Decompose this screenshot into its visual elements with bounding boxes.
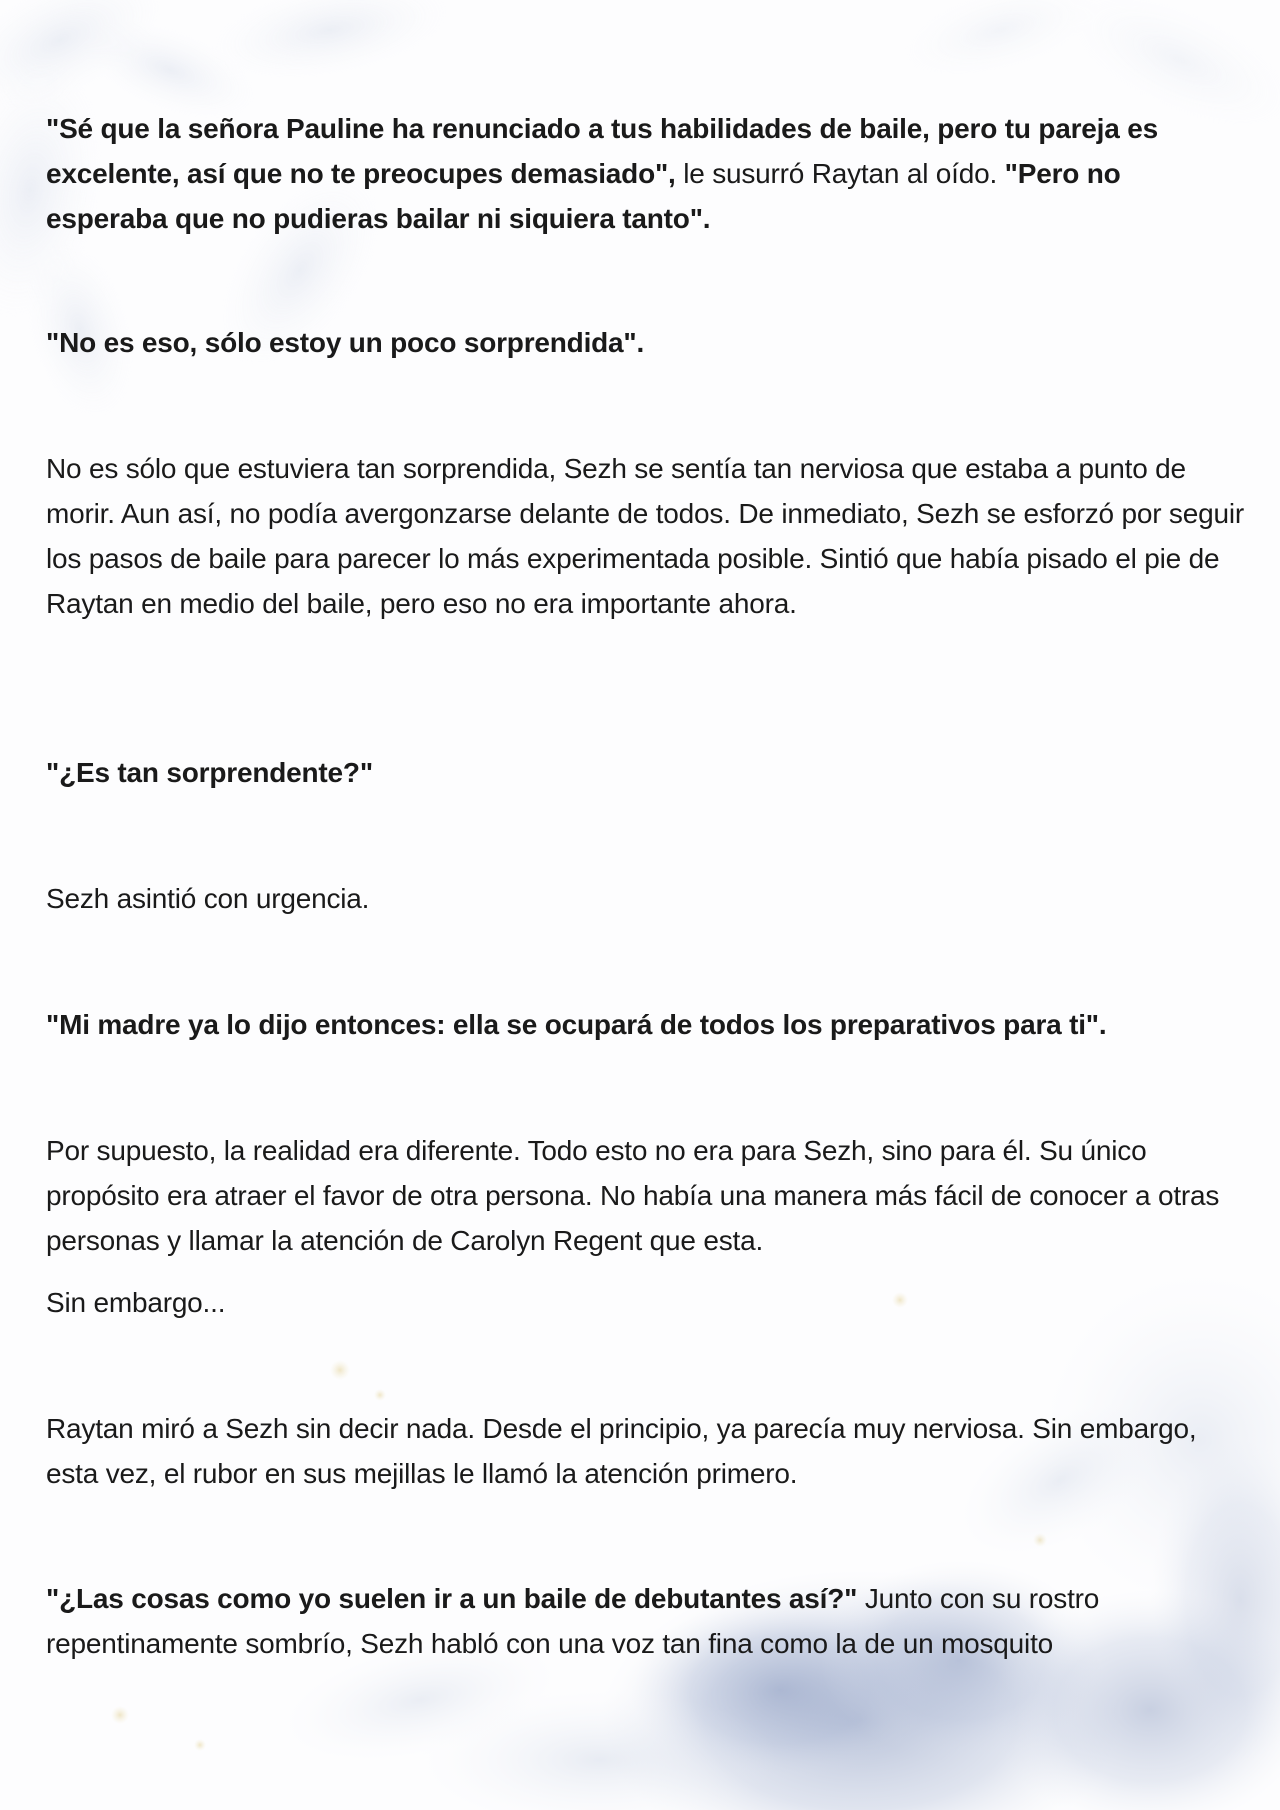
paragraph: [46, 1406, 1246, 1496]
paragraph: [46, 1576, 1246, 1666]
paragraph: [46, 106, 1246, 241]
paragraph: [46, 1002, 1246, 1047]
blue-flower-bottom-right: [272, 1270, 1280, 1810]
bold-dialogue-run: "Pero no esperaba que no pudieras bailar ni siquiera tanto".: [46, 158, 1121, 234]
paragraph: [46, 1280, 1246, 1325]
paragraph: [46, 750, 1246, 795]
paragraph: [46, 876, 1246, 921]
narration-run: Sin embargo...: [46, 1287, 226, 1318]
narration-run: No es sólo que estuviera tan sorprendida, Sezh se sentía tan nerviosa que estaba a punto de morir. Aun así, no podía avergonzarse delante de todos. De inmediato, Sezh se esforzó por seguir los pasos de baile para parecer lo más experimentada posible. Sintió que había pisado el pie de Raytan en medio del baile, pero eso no era importante ahora.: [46, 453, 1244, 619]
bold-dialogue-run: "¿Es tan sorprendente?": [46, 757, 373, 788]
bold-dialogue-run: "Sé que la señora Pauline ha renunciado a tus habilidades de baile, pero tu pareja es excelente, así que no te preocupes demasiado",: [46, 113, 1158, 189]
narration-run: Sezh asintió con urgencia.: [46, 883, 370, 914]
narration-run: Junto con su rostro repentinamente sombrío, Sezh habló con una voz tan fina como la de un mosquito: [46, 1583, 1100, 1659]
bold-dialogue-run: "¿Las cosas como yo suelen ir a un baile de debutantes así?": [46, 1583, 858, 1614]
narration-run: Por supuesto, la realidad era diferente. Todo esto no era para Sezh, sino para él. Su único propósito era atraer el favor de otra persona. No había una manera más fácil de conocer a otras personas y llamar la atención de Carolyn Regent que esta.: [46, 1135, 1220, 1256]
paragraph: [46, 320, 1246, 365]
narration-run: Raytan miró a Sezh sin decir nada. Desde el principio, ya parecía muy nerviosa. Sin embargo, esta vez, el rubor en sus mejillas le llamó la atención primero.: [46, 1413, 1197, 1489]
paragraph: [46, 1128, 1246, 1263]
bold-dialogue-run: "No es eso, sólo estoy un poco sorprendida".: [46, 327, 645, 358]
narration-run: le susurró Raytan al oído.: [675, 158, 1005, 189]
bold-dialogue-run: "Mi madre ya lo dijo entonces: ella se ocupará de todos los preparativos para ti".: [46, 1009, 1107, 1040]
paragraph: [46, 446, 1246, 626]
